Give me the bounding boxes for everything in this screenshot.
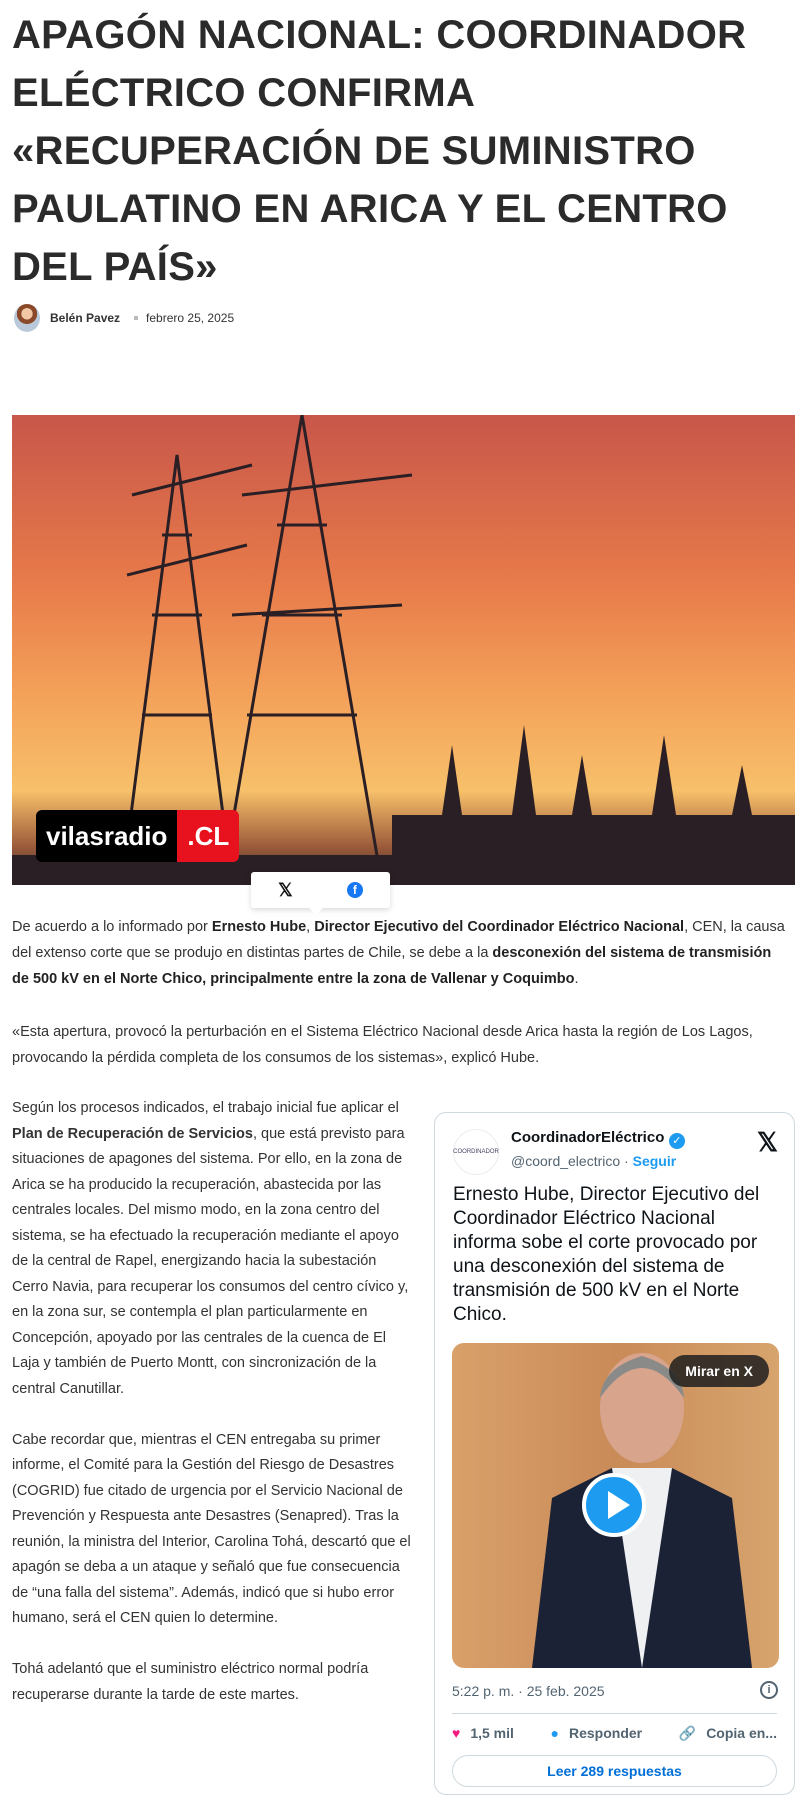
embedded-tweet	[434, 1112, 795, 1795]
paragraph-5: Tohá adelantó que el suministro eléctrico normal podría recuperarse durante la tarde de este martes.	[12, 1661, 369, 1703]
link-icon: 🔗	[678, 1725, 697, 1741]
publish-date: febrero 25, 2025	[146, 311, 235, 325]
author-avatar[interactable]	[14, 304, 40, 332]
heart-icon: ♥	[452, 1725, 461, 1741]
left-column	[12, 1096, 412, 1734]
site-logo: vilasradio .CL	[36, 810, 239, 862]
tweet-actions	[452, 1725, 777, 1742]
tweet-account-name[interactable]: CoordinadorEléctrico	[511, 1129, 665, 1146]
read-replies-button[interactable]: Leer 289 respuestas	[452, 1755, 777, 1787]
paragraph-3: Según los procesos indicados, el trabajo inicial fue aplicar el Plan de Recuperación de Servicios, que está previsto para situaciones de apagones del sistema. Por ello, en la zona de Arica se ha producido la recuperación, abastecida por las centrales locales. Del mismo modo, en la zona centro del sistema, se ha efectuado la recuperación mediante el apoyo de la central de Rapel, energizando hacia la subestación Cerro Navia, para recuperar los consumos del centro cívico y, en la zona sur, se contempla el plan particularmente en Concepción, apoyado por las centrales de la cuenca de El Laja y también de Puerto Montt, con sincronización de la central Canutillar.	[12, 1100, 409, 1397]
follow-button[interactable]: Seguir	[632, 1153, 677, 1169]
copy-link-button[interactable]: 🔗 Copia en...	[678, 1725, 777, 1741]
verified-badge-icon: ✓	[669, 1133, 685, 1149]
share-facebook-icon[interactable]: f	[347, 882, 363, 898]
comment-icon: ●	[550, 1725, 559, 1741]
article-title: APAGÓN NACIONAL: COORDINADOR ELÉCTRICO CONFIRMA «RECUPERACIÓN DE SUMINISTRO PAULATINO EN ARICA Y EL CENTRO DEL PAÍS»	[12, 13, 747, 289]
tweet-timestamp[interactable]: 5:22 p. m. · 25 feb. 2025	[452, 1683, 605, 1699]
reply-button[interactable]: ● Responder	[550, 1725, 643, 1741]
tweet-video[interactable]	[452, 1343, 779, 1668]
share-popup	[251, 872, 390, 908]
tweet-header: COORDINADOR CoordinadorEléctrico ✓ @coord_electrico · Seguir	[453, 1129, 685, 1175]
byline	[14, 304, 234, 332]
author-name[interactable]: Belén Pavez	[50, 311, 121, 325]
paragraph-1: De acuerdo a lo informado por Ernesto Hube, Director Ejecutivo del Coordinador Eléctrico Nacional, CEN, la causa del extenso corte que se produjo en distintas partes de Chile, se debe a la desconexión del sistema de transmisión de 500 kV en el Norte Chico, principalmente entre la zona de Vallenar y Coquimbo.	[12, 919, 785, 987]
divider	[452, 1713, 777, 1714]
tweet-text: Ernesto Hube, Director Ejecutivo del Coordinador Eléctrico Nacional informa sobe el corte provocado por una desconexión del sistema de transmisión de 500 kV en el Norte Chico.	[453, 1184, 760, 1325]
watch-on-x-button[interactable]: Mirar en X	[669, 1355, 769, 1387]
hero-image	[12, 415, 795, 885]
share-x-icon[interactable]: 𝕏	[278, 879, 293, 900]
play-button-icon[interactable]	[582, 1473, 646, 1537]
paragraph-2: «Esta apertura, provocó la perturbación en el Sistema Eléctrico Nacional desde Arica hasta la región de Los Lagos, provocando la pérdida completa de los consumos de los sistemas», explicó Hube.	[12, 1024, 753, 1066]
x-logo-icon[interactable]: 𝕏	[757, 1127, 778, 1157]
tweet-avatar[interactable]: COORDINADOR	[453, 1129, 499, 1175]
like-button[interactable]: ♥ 1,5 mil	[452, 1725, 514, 1741]
paragraph-4: Cabe recordar que, mientras el CEN entregaba su primer informe, el Comité para la Gestión del Riesgo de Desastres (COGRID) fue citado de urgencia por el Servicio Nacional de Prevención y Respuesta ante Desastres (Senapred). Tras la reunión, la ministra del Interior, Carolina Tohá, descartó que el apagón se deba a un ataque y señaló que fue consecuencia de “una falla del sistema”. Además, indicó que si hubo error humano, será el CEN quien lo determine.	[12, 1431, 411, 1626]
info-icon[interactable]: i	[760, 1681, 778, 1699]
tweet-handle[interactable]: @coord_electrico	[511, 1153, 621, 1169]
separator-dot	[134, 316, 138, 320]
